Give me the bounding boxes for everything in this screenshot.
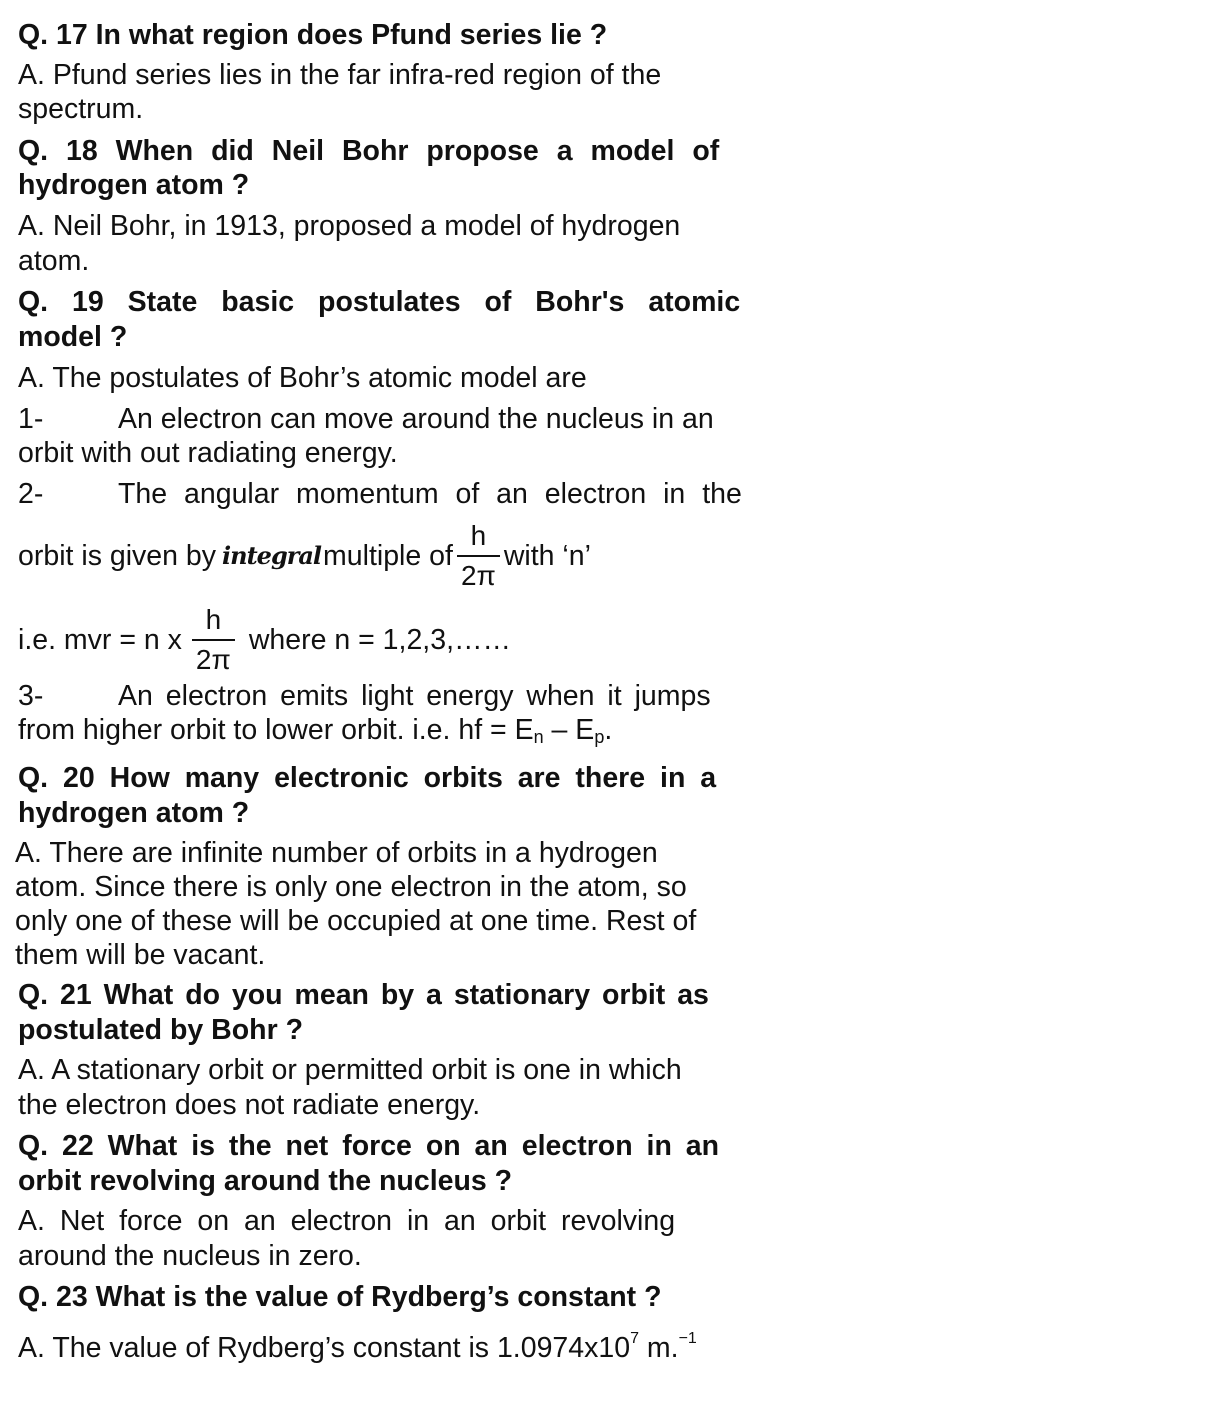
postulate-3-number: 3- <box>18 680 44 712</box>
question-18-line-2: hydrogen atom ? <box>18 169 250 201</box>
postulate-2-text-mid: multiple of <box>323 540 453 572</box>
postulate-1-number: 1- <box>18 403 44 435</box>
equation-fraction <box>192 603 235 677</box>
answer-20-line-2: atom. Since there is only one electron in the atom, so <box>15 871 687 903</box>
question-19-line-2: model ? <box>18 321 128 353</box>
answer-22-line-2: around the nucleus in zero. <box>18 1240 362 1272</box>
postulate-1-text: An electron can move around the nucleus in an <box>118 403 714 435</box>
question-20-line-1: Q. 20 How many electronic orbits are there in a <box>18 762 717 794</box>
postulate-2-text-pre: orbit is given by <box>18 540 217 572</box>
postulate-1-line-1 <box>18 402 714 436</box>
unit-metre: m. <box>639 1332 679 1364</box>
equation-lhs: i.e. mvr = n x <box>18 624 182 656</box>
answer-21-line-2: the electron does not radiate energy. <box>18 1089 481 1121</box>
answer-17-line-2: spectrum. <box>18 93 144 125</box>
answer-21-line-1: A. A stationary orbit or permitted orbit is one in which <box>18 1054 682 1086</box>
postulate-3-line-1 <box>18 679 711 713</box>
postulate-1-line-2: orbit with out radiating energy. <box>18 437 398 469</box>
equation-numerator: h <box>205 604 222 635</box>
postulate-3-text: An electron emits light energy when it jumps <box>118 680 711 712</box>
postulate-2-line-2 <box>18 516 591 596</box>
question-22-line-2: orbit revolving around the nucleus ? <box>18 1165 513 1197</box>
question-21-line-1: Q. 21 What do you mean by a stationary orbit as <box>18 979 709 1011</box>
angular-momentum-equation <box>18 600 511 680</box>
equation-denominator: 2π <box>192 639 235 677</box>
postulate-2-line-1 <box>18 477 742 511</box>
postulate-2-text-post: with ‘n’ <box>503 540 591 572</box>
energy-subscript-p: p <box>594 727 605 747</box>
postulate-3-text-pre: from higher orbit to lower orbit. i.e. hf = E <box>18 714 534 746</box>
answer-20-line-4: them will be vacant. <box>15 939 266 971</box>
question-20-line-2: hydrogen atom ? <box>18 797 250 829</box>
fraction-numerator: h <box>470 520 487 551</box>
fraction-h-over-2pi <box>457 519 500 593</box>
answer-18-line-1: A. Neil Bohr, in 1913, proposed a model of hydrogen <box>18 210 681 242</box>
fraction-denominator: 2π <box>457 555 500 593</box>
answer-20-line-3: only one of these will be occupied at one time. Rest of <box>15 905 697 937</box>
question-23: Q. 23 What is the value of Rydberg’s constant ? <box>18 1281 662 1313</box>
answer-18-line-2: atom. <box>18 245 90 277</box>
question-21-line-2: postulated by Bohr ? <box>18 1014 303 1046</box>
handwritten-word: integral <box>222 541 322 570</box>
postulate-2-text: The angular momentum of an electron in the <box>118 478 742 510</box>
answer-22-line-1: A. Net force on an electron in an orbit revolving <box>18 1205 676 1237</box>
exponent-7: 7 <box>630 1330 639 1347</box>
question-22-line-1: Q. 22 What is the net force on an electron in an <box>18 1130 720 1162</box>
question-17: Q. 17 In what region does Pfund series lie ? <box>18 19 608 51</box>
period: . <box>604 714 613 746</box>
energy-subscript-n: n <box>533 727 544 747</box>
question-19-line-1: Q. 19 State basic postulates of Bohr's atomic <box>18 286 741 318</box>
postulate-2-number: 2- <box>18 478 44 510</box>
answer-23 <box>18 1322 697 1365</box>
question-18-line-1: Q. 18 When did Neil Bohr propose a model of <box>18 135 720 167</box>
answer-17-line-1: A. Pfund series lies in the far infra-red region of the <box>18 59 662 91</box>
unit-exponent: −1 <box>678 1330 697 1347</box>
answer-20-line-1: A. There are infinite number of orbits in a hydrogen <box>15 837 658 869</box>
minus-sign: – E <box>543 714 595 746</box>
postulate-3-line-2 <box>18 713 612 754</box>
equation-condition: where n = 1,2,3,…… <box>248 624 511 656</box>
answer-19-intro: A. The postulates of Bohr’s atomic model are <box>18 362 587 394</box>
answer-23-text: A. The value of Rydberg’s constant is 1.0974x10 <box>18 1332 631 1364</box>
